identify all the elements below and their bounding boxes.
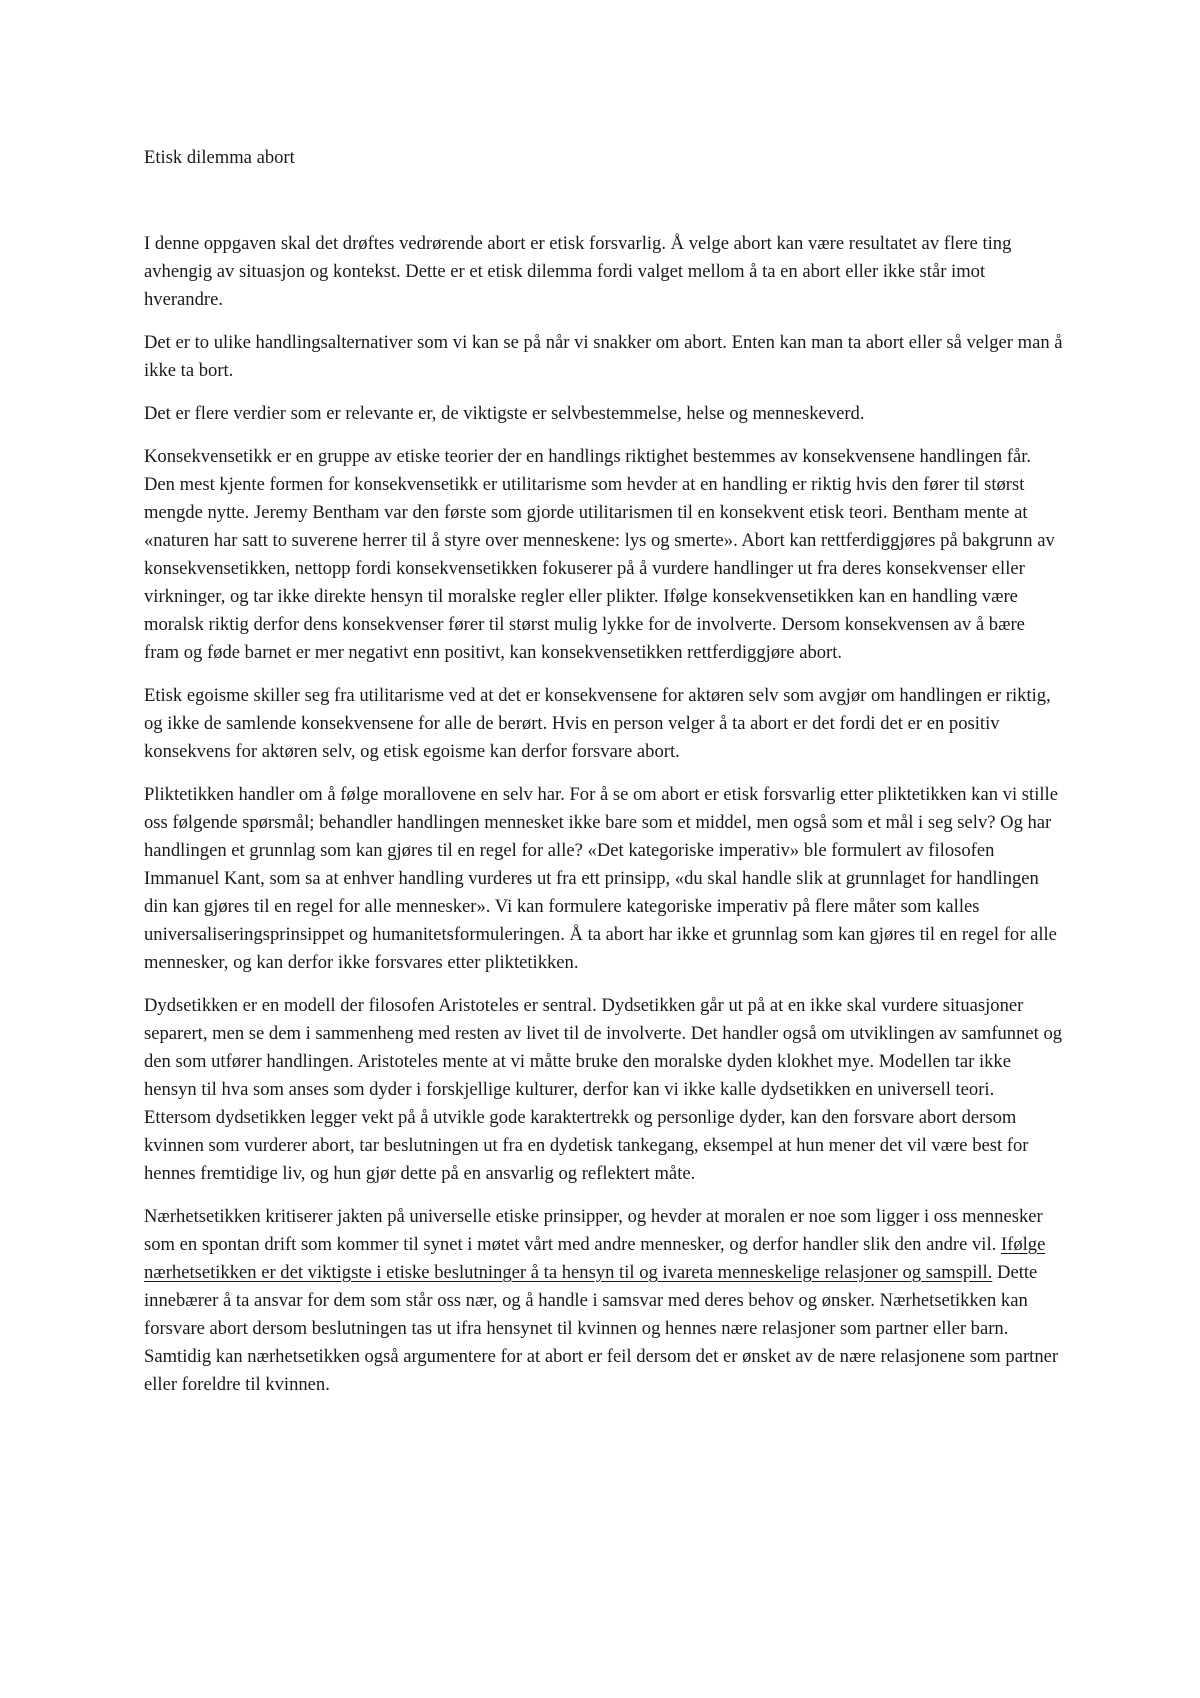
document-content: [144, 144, 1064, 1414]
document-body: [144, 230, 1064, 1399]
paragraph-virtue-ethics: Dydsetikken er en modell der filosofen Aristoteles er sentral. Dydsetikken går ut på at en ikke skal vurdere situasjoner separert, men se dem i sammenheng med resten av livet til de involverte. Det handler også om utviklingen av samfunnet og den som utfører handlingen. Aristoteles mente at vi måtte bruke den moralske dyden klokhet mye. Modellen tar ikke hensyn til hva som anses som dyder i forskjellige kulturer, derfor kan vi ikke kalle dydsetikken en universell teori. Ettersom dydsetikken legger vekt på å utvikle gode karaktertrekk og personlige dyder, kan den forsvare abort dersom kvinnen som vurderer abort, tar beslutningen ut fra en dydetisk tankegang, eksempel at hun mener det vil være best for hennes fremtidige liv, og hun gjør dette på en ansvarlig og reflektert måte.: [144, 995, 1063, 1184]
paragraph-duty-ethics: Pliktetikken handler om å følge morallovene en selv har. For å se om abort er etisk forsvarlig etter pliktetikken kan vi stille oss følgende spørsmål; behandler handlingen mennesket ikke bare som et middel, men også som et mål i seg selv? Og har handlingen et grunnlag som kan gjøres til en regel for alle? «Det kategoriske imperativ» ble formulert av filosofen Immanuel Kant, som sa at enhver handling vurderes ut fra ett prinsipp, «du skal handle slik at grunnlaget for handlingen din kan gjøres til en regel for alle mennesker». Vi kan formulere kategoriske imperativ på flere måter som kalles universaliseringsprinsippet og humanitetsformuleringen. Å ta abort har ikke et grunnlag som kan gjøres til en regel for alle mennesker, og kan derfor ikke forsvares etter pliktetikken.: [144, 784, 1058, 973]
care-ethics-text-after: Dette innebærer å ta ansvar for dem som står oss nær, og å handle i samsvar med deres behov og ønsker. Nærhetsetikken kan forsvare abort dersom beslutningen tas ut ifra hensynet til kvinnen og hennes nære relasjoner som partner eller barn. Samtidig kan nærhetsetikken også argumentere for at abort er feil dersom det er ønsket av de nære relasjonene som partner eller foreldre til kvinnen.: [144, 1262, 1059, 1395]
care-ethics-text-before: Nærhetsetikken kritiserer jakten på universelle etiske prinsipper, og hevder at moralen er noe som ligger i oss mennesker som en spontan drift som kommer til synet i møtet vårt med andre mennesker, og derfor handler slik den andre vil.: [144, 1206, 1043, 1255]
paragraph-values: Det er flere verdier som er relevante er, de viktigste er selvbestemmelse, helse og menneskeverd.: [144, 403, 865, 424]
document-title: Etisk dilemma abort: [144, 147, 295, 168]
paragraph-intro: I denne oppgaven skal det drøftes vedrørende abort er etisk forsvarlig. Å velge abort kan være resultatet av flere ting avhengig av situasjon og kontekst. Dette er et etisk dilemma fordi valget mellom å ta en abort eller ikke står imot hverandre.: [144, 233, 1012, 310]
paragraph-ethical-egoism: Etisk egoisme skiller seg fra utilitarisme ved at det er konsekvensene for aktøren selv som avgjør om handlingen er riktig, og ikke de samlende konsekvensene for alle de berørt. Hvis en person velger å ta abort er det fordi det er en positiv konsekvens for aktøren selv, og etisk egoisme kan derfor forsvare abort.: [144, 685, 1051, 762]
care-ethics-underlined-text: Ifølge nærhetsetikken er det viktigste i etiske beslutninger å ta hensyn til og ivareta menneskelige relasjoner og samspill.: [144, 1234, 1046, 1283]
paragraph-consequentialism: Konsekvensetikk er en gruppe av etiske teorier der en handlings riktighet bestemmes av konsekvensene handlingen får. Den mest kjente formen for konsekvensetikk er utilitarisme som hevder at en handling er riktig hvis den fører til størst mengde nytte. Jeremy Bentham var den første som gjorde utilitarismen til en konsekvent etisk teori. Bentham mente at «naturen har satt to suverene herrer til å styre over menneskene: lys og smerte». Abort kan rettferdiggjøres på bakgrunn av konsekvensetikken, nettopp fordi konsekvensetikken fokuserer på å vurdere handlinger ut fra deres konsekvenser eller virkninger, og tar ikke direkte hensyn til moralske regler eller plikter. Ifølge konsekvensetikken kan en handling være moralsk riktig derfor dens konsekvenser fører til størst mulig lykke for de involverte. Dersom konsekvensen av å bære fram og føde barnet er mer negativt enn positivt, kan konsekvensetikken rettferdiggjøre abort.: [144, 446, 1055, 663]
paragraph-care-ethics: [144, 1203, 1064, 1399]
paragraph-alternatives: Det er to ulike handlingsalternativer som vi kan se på når vi snakker om abort. Enten kan man ta abort eller så velger man å ikke ta bort.: [144, 332, 1063, 381]
